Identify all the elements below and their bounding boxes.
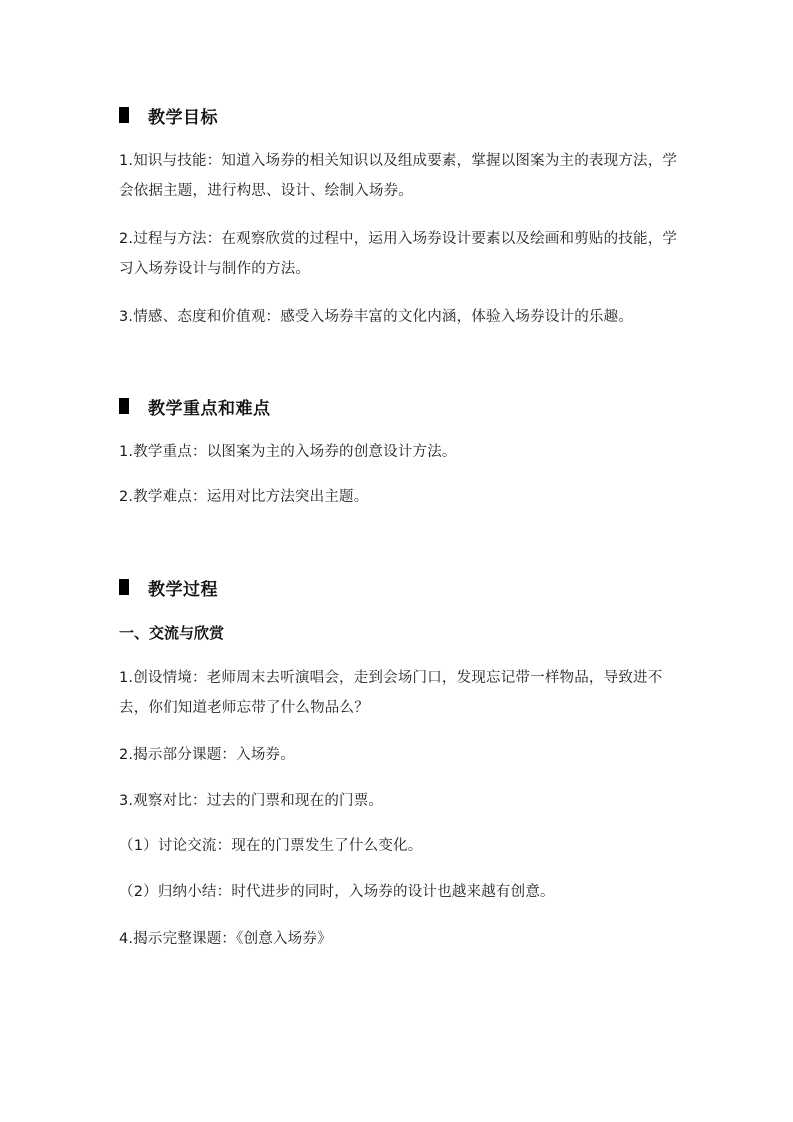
subheading: 一、交流与欣赏: [119, 624, 225, 642]
section-heading-objectives: [119, 104, 218, 126]
paragraph: （1）讨论交流：现在的门票发生了什么变化。: [119, 838, 423, 854]
paragraph: （2）归纳小结：时代进步的同时，入场券的设计也越来越有创意。: [119, 884, 555, 900]
section-title: 教学过程: [148, 579, 218, 600]
paragraph: 2.教学难点：运用对比方法突出主题。: [119, 489, 369, 505]
heading-bullet-icon: [119, 107, 129, 123]
paragraph: 2.揭示部分课题：入场券。: [119, 747, 295, 763]
heading-bullet-icon: [119, 579, 129, 595]
paragraph: 3.观察对比：过去的门票和现在的门票。: [119, 793, 384, 809]
paragraph: 1.教学重点：以图案为主的入场券的创意设计方法。: [119, 444, 457, 460]
section-heading-process: [119, 576, 218, 598]
paragraph: 3.情感、态度和价值观：感受入场券丰富的文化内涵，体验入场券设计的乐趣。: [119, 309, 634, 325]
paragraph: 2.过程与方法：在观察欣赏的过程中，运用入场券设计要素以及绘画和剪贴的技能，学习入场券设计与制作的方法。: [119, 231, 678, 277]
section-heading-key-points: [119, 395, 271, 417]
paragraph: 1.知识与技能：知道入场券的相关知识以及组成要素，掌握以图案为主的表现方法，学会依据主题，进行构思、设计、绘制入场券。: [119, 153, 678, 199]
paragraph: 4.揭示完整课题：《创意入场券》: [119, 931, 332, 947]
section-title: 教学目标: [148, 107, 218, 128]
section-title: 教学重点和难点: [148, 398, 271, 419]
paragraph: 1.创设情境：老师周末去听演唱会，走到会场门口，发现忘记带一样物品，导致进不去，你们知道老师忘带了什么物品么？: [119, 670, 663, 716]
heading-bullet-icon: [119, 398, 129, 414]
